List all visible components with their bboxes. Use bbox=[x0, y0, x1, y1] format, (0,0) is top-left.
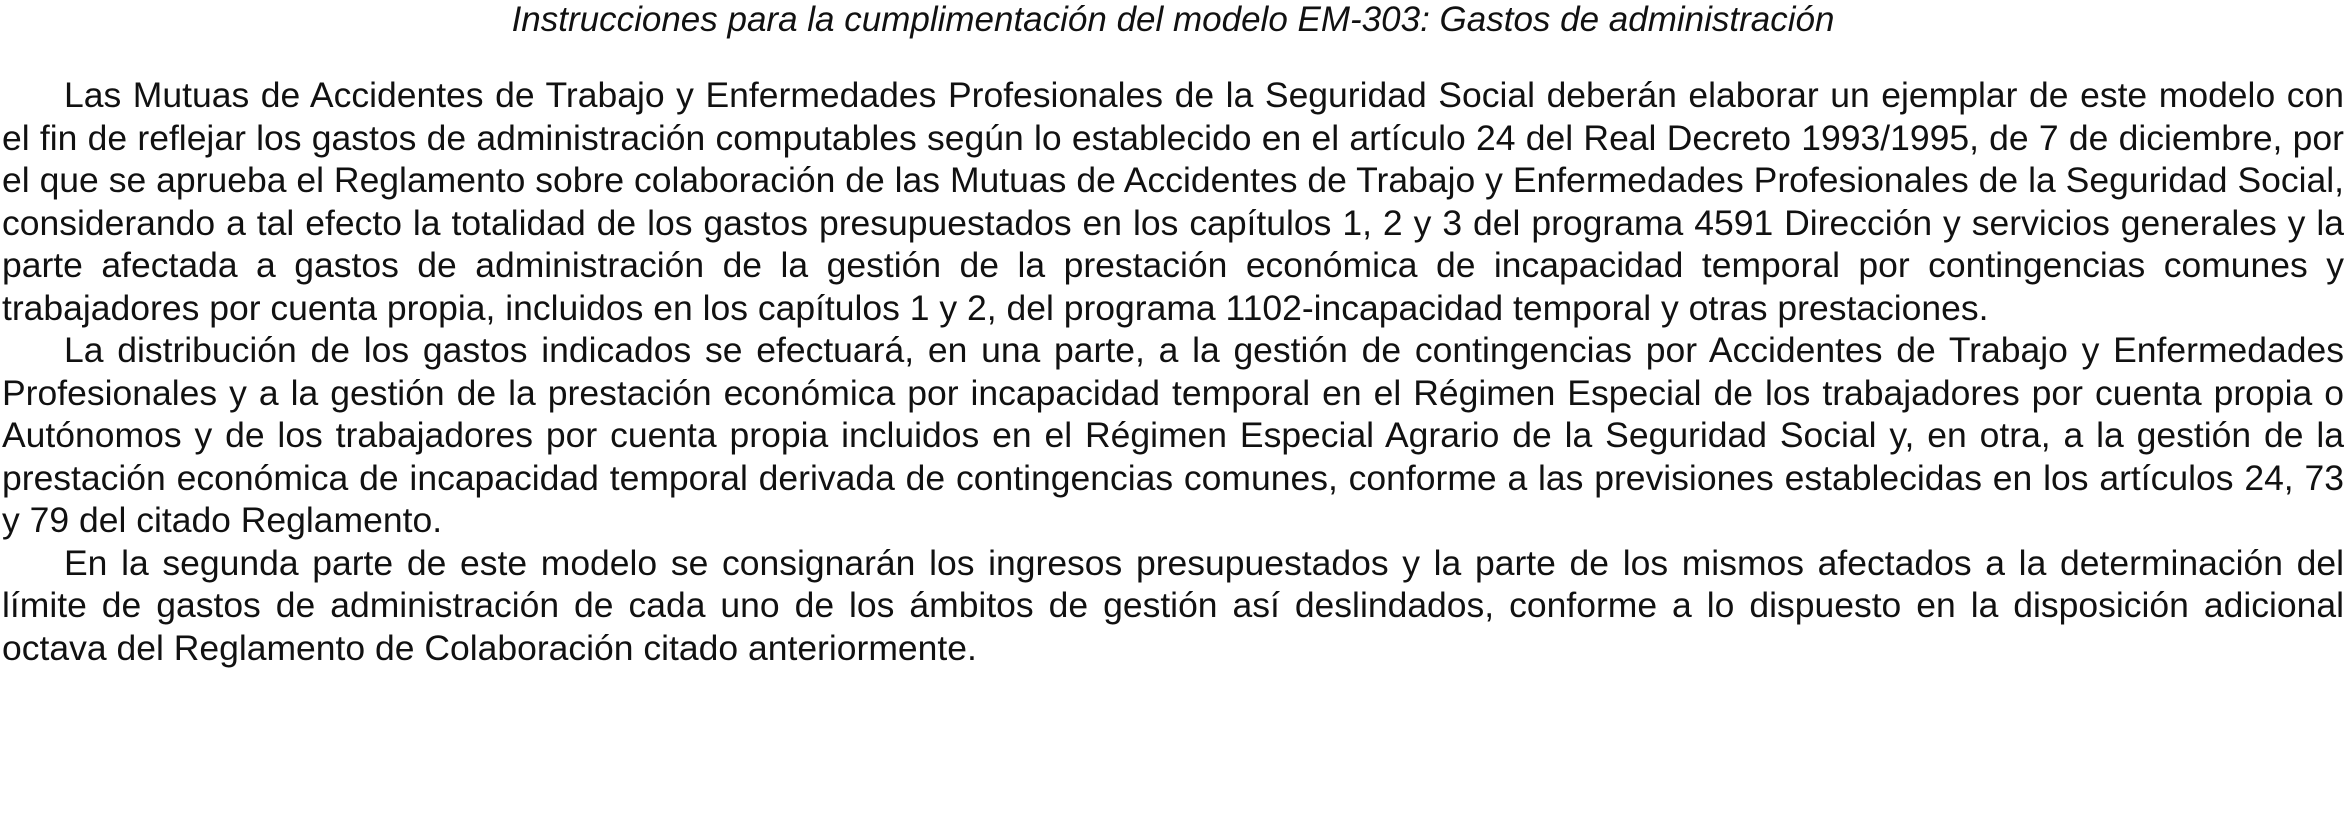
document-title: Instrucciones para la cumplimentación del modelo EM-303: Gastos de administración bbox=[511, 0, 1835, 39]
paragraph-1: Las Mutuas de Accidentes de Trabajo y Enfermedades Profesionales de la Seguridad Social deberán elaborar un ejemplar de este modelo con el fin de reflejar los gastos de administración computables según lo establecido en el artículo 24 del Real Decreto 1993/1995, de 7 de diciembre, por el que se aprueba el Reglamento sobre colaboración de las Mutuas de Accidentes de Trabajo y Enfermedades Profesionales de la Seguridad Social, considerando a tal efecto la totalidad de los gastos presupuestados en los capítulos 1, 2 y 3 del programa 4591 Dirección y servicios generales y la parte afectada a gastos de administración de la gestión de la prestación económica de incapacidad temporal por contingencias comunes y trabajadores por cuenta propia, incluidos en los capítulos 1 y 2, del programa 1102-incapacidad temporal y otras prestaciones. bbox=[2, 75, 2344, 328]
document-body bbox=[2, 74, 2344, 669]
paragraph-2: La distribución de los gastos indicados se efectuará, en una parte, a la gestión de contingencias por Accidentes de Trabajo y Enfermedades Profesionales y a la gestión de la prestación económica por incapacidad temporal en el Régimen Especial de los trabajadores por cuenta propia o Autónomos y de los trabajadores por cuenta propia incluidos en el Régimen Especial Agrario de la Seguridad Social y, en otra, a la gestión de la prestación económica de incapacidad temporal derivada de contingencias comunes, conforme a las previsiones establecidas en los artículos 24, 73 y 79 del citado Reglamento. bbox=[2, 330, 2344, 540]
paragraph-3: En la segunda parte de este modelo se consignarán los ingresos presupuestados y la parte de los mismos afectados a la determinación del límite de gastos de administración de cada uno de los ámbitos de gestión así deslindados, conforme a lo dispuesto en la disposición adicional octava del Reglamento de Colaboración citado anteriormente. bbox=[2, 542, 2344, 668]
